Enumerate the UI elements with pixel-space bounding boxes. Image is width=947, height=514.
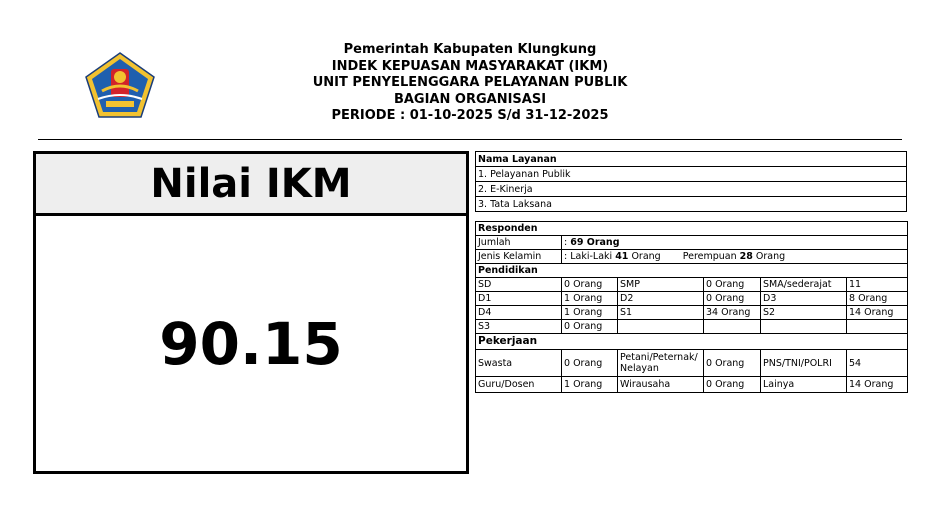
respondent-table: [475, 221, 908, 393]
table-cell: 0 Orang: [704, 377, 761, 393]
table-cell: 0 Orang: [562, 278, 618, 292]
service-item: 1. Pelayanan Publik: [476, 167, 907, 182]
header-divider: [38, 139, 902, 140]
table-row: [476, 306, 908, 320]
table-row: [476, 377, 908, 393]
service-item: 2. E-Kinerja: [476, 182, 907, 197]
table-cell: Wirausaha: [618, 377, 704, 393]
ikm-score-box: [33, 151, 469, 474]
table-cell: 0 Orang: [704, 278, 761, 292]
table-cell: S2: [761, 306, 847, 320]
table-row: [476, 292, 908, 306]
gender-label: Jenis Kelamin: [476, 250, 562, 264]
table-row: [476, 320, 908, 334]
education-heading: Pendidikan: [476, 264, 908, 278]
table-cell: D2: [618, 292, 704, 306]
ikm-title: Nilai IKM: [36, 154, 466, 216]
service-heading: Nama Layanan: [476, 152, 907, 167]
table-cell: 34 Orang: [704, 306, 761, 320]
table-cell: S1: [618, 306, 704, 320]
service-table: [475, 151, 907, 212]
occupation-heading: Pekerjaan: [476, 334, 908, 350]
table-cell: 54: [847, 350, 908, 377]
table-cell: D4: [476, 306, 562, 320]
header-line-ikm: INDEK KEPUASAN MASYARAKAT (IKM): [331, 58, 609, 74]
service-item: 3. Tata Laksana: [476, 197, 907, 212]
table-cell: 1 Orang: [562, 306, 618, 320]
table-cell: [618, 320, 704, 334]
table-cell: Lainya: [761, 377, 847, 393]
table-cell: [704, 320, 761, 334]
table-cell: Swasta: [476, 350, 562, 377]
klungkung-emblem-logo: [84, 51, 156, 119]
table-cell: [761, 320, 847, 334]
total-value: : 69 Orang: [562, 236, 908, 250]
table-row: [476, 350, 908, 377]
table-cell: [847, 320, 908, 334]
table-cell: SMA/sederajat: [761, 278, 847, 292]
table-cell: Guru/Dosen: [476, 377, 562, 393]
header-line-period: PERIODE : 01-10-2025 S/d 31-12-2025: [331, 108, 609, 123]
table-row: [476, 278, 908, 292]
respondent-heading: Responden: [476, 222, 908, 236]
table-cell: PNS/TNI/POLRI: [761, 350, 847, 377]
table-cell: 1 Orang: [562, 292, 618, 306]
report-header: [250, 42, 690, 125]
table-cell: 0 Orang: [704, 350, 761, 377]
table-cell: 1 Orang: [562, 377, 618, 393]
table-cell: SD: [476, 278, 562, 292]
table-cell: 0 Orang: [562, 320, 618, 334]
gender-value: : Laki-Laki 41 Orang Perempuan 28 Orang: [562, 250, 908, 264]
table-cell: 14 Orang: [847, 377, 908, 393]
table-cell: D1: [476, 292, 562, 306]
header-line-government: Pemerintah Kabupaten Klungkung: [343, 42, 597, 57]
total-label: Jumlah: [476, 236, 562, 250]
table-cell: S3: [476, 320, 562, 334]
table-cell: 8 Orang: [847, 292, 908, 306]
table-cell: 14 Orang: [847, 306, 908, 320]
header-line-department: BAGIAN ORGANISASI: [393, 91, 547, 107]
table-cell: D3: [761, 292, 847, 306]
table-cell: SMP: [618, 278, 704, 292]
header-line-unit: UNIT PENYELENGGARA PELAYANAN PUBLIK: [312, 75, 628, 90]
table-cell: 0 Orang: [562, 350, 618, 377]
table-cell: Petani/Peternak/ Nelayan: [618, 350, 704, 377]
ikm-value: 90.15: [159, 309, 343, 378]
table-cell: 11: [847, 278, 908, 292]
table-cell: 0 Orang: [704, 292, 761, 306]
